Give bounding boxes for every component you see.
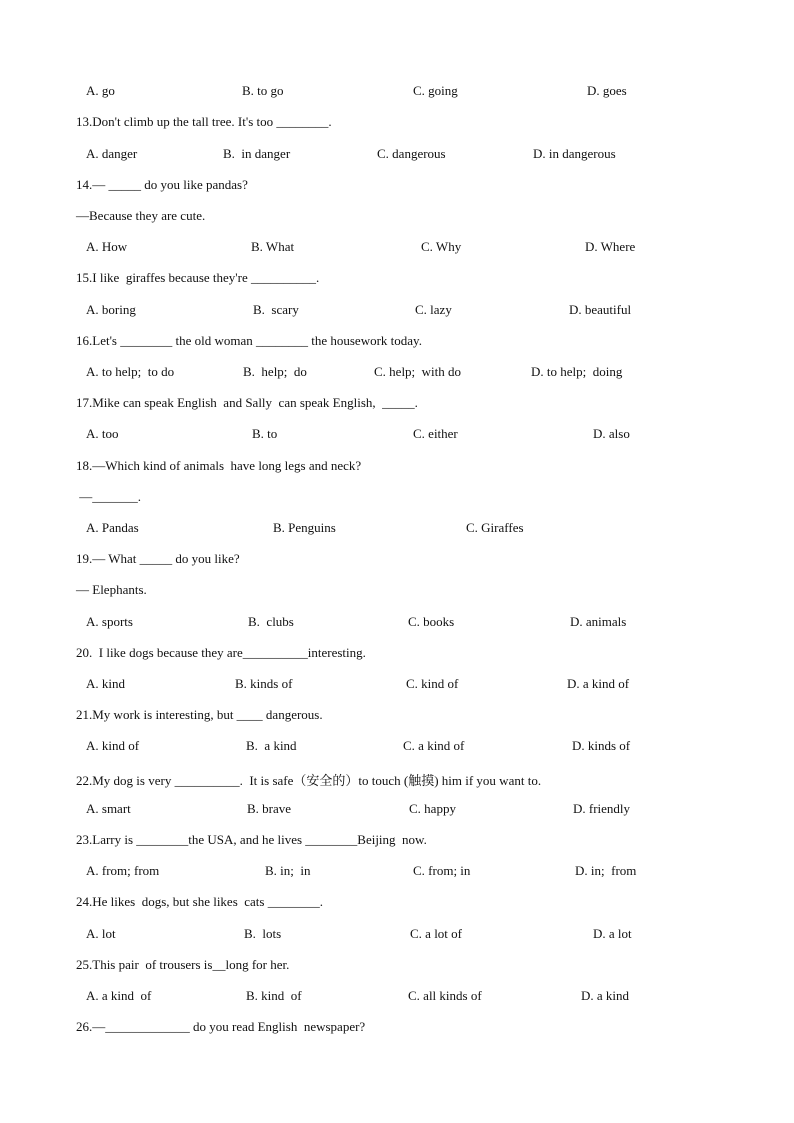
option-b: B. to go xyxy=(242,83,284,98)
option-b: B. brave xyxy=(247,801,292,816)
option-c: C. lazy xyxy=(415,302,452,317)
option-c: C. happy xyxy=(409,801,456,816)
option-d: D. beautiful xyxy=(569,302,632,317)
question-text: 26.—_____________ do you read English newspaper? xyxy=(76,1019,366,1034)
option-c: C. books xyxy=(408,614,455,629)
option-d: D. goes xyxy=(587,83,627,98)
dialogue-line: —Because they are cute. xyxy=(76,208,206,223)
option-b: B. scary xyxy=(253,302,299,317)
option-c: C. either xyxy=(413,426,458,441)
option-c: C. help; with do xyxy=(374,364,462,379)
option-a: A. danger xyxy=(86,146,138,161)
question-text: 25.This pair of trousers is__long for her. xyxy=(76,957,290,972)
question-text: 14.— _____ do you like pandas? xyxy=(76,177,248,192)
option-b: B. What xyxy=(251,239,295,254)
option-a: A. a kind of xyxy=(86,988,152,1003)
option-a: A. smart xyxy=(86,801,131,816)
option-d: D. in; from xyxy=(575,863,637,878)
option-b: B. Penguins xyxy=(273,520,336,535)
option-a: A. too xyxy=(86,426,119,441)
option-c: C. Why xyxy=(421,239,462,254)
question-text: 20. I like dogs because they are__________interesting. xyxy=(76,645,366,660)
option-b: B. in danger xyxy=(223,146,291,161)
option-b: B. clubs xyxy=(248,614,294,629)
question-text: 18.—Which kind of animals have long legs and neck? xyxy=(76,458,362,473)
option-a: A. kind of xyxy=(86,738,140,753)
option-a: A. sports xyxy=(86,614,133,629)
option-a: A. go xyxy=(86,83,115,98)
option-a: A. from; from xyxy=(86,863,160,878)
option-c: C. a kind of xyxy=(403,738,465,753)
option-a: A. lot xyxy=(86,926,116,941)
question-text: 16.Let's ________ the old woman ________ the housework today. xyxy=(76,333,422,348)
option-d: D. a lot xyxy=(593,926,632,941)
option-c: C. all kinds of xyxy=(408,988,482,1003)
question-text: 15.I like giraffes because they're __________. xyxy=(76,270,320,285)
option-b: B. kinds of xyxy=(235,676,293,691)
option-a: A. Pandas xyxy=(86,520,139,535)
option-b: B. to xyxy=(252,426,278,441)
option-d: D. friendly xyxy=(573,801,631,816)
option-a: A. How xyxy=(86,239,128,254)
option-c: C. a lot of xyxy=(410,926,462,941)
option-d: D. in dangerous xyxy=(533,146,616,161)
option-a: A. to help; to do xyxy=(86,364,175,379)
option-c: C. kind of xyxy=(406,676,459,691)
option-c: C. from; in xyxy=(413,863,471,878)
option-d: D. to help; doing xyxy=(531,364,623,379)
dialogue-line: —_______. xyxy=(76,489,141,504)
question-text: 19.— What _____ do you like? xyxy=(76,551,240,566)
option-d: D. Where xyxy=(585,239,636,254)
question-text: 13.Don't climb up the tall tree. It's too ________. xyxy=(76,114,332,129)
option-c: C. going xyxy=(413,83,458,98)
option-a: A. boring xyxy=(86,302,136,317)
option-b: B. help; do xyxy=(243,364,307,379)
option-d: D. kinds of xyxy=(572,738,631,753)
question-text: 23.Larry is ________the USA, and he lives ________Beijing now. xyxy=(76,832,427,847)
option-b: B. kind of xyxy=(246,988,302,1003)
question-text: 21.My work is interesting, but ____ dangerous. xyxy=(76,707,323,722)
option-b: B. in; in xyxy=(265,863,311,878)
option-d: D. animals xyxy=(570,614,627,629)
option-d: D. also xyxy=(593,426,630,441)
option-b: B. lots xyxy=(244,926,282,941)
question-text: 17.Mike can speak English and Sally can speak English, _____. xyxy=(76,395,418,410)
question-text: 22.My dog is very __________. It is safe（安全的）to touch (触摸) him if you want to. xyxy=(76,773,542,788)
option-c: C. dangerous xyxy=(377,146,446,161)
option-d: D. a kind of xyxy=(567,676,630,691)
question-text: 24.He likes dogs, but she likes cats ________. xyxy=(76,894,323,909)
option-a: A. kind xyxy=(86,676,125,691)
option-c: C. Giraffes xyxy=(466,520,524,535)
option-d: D. a kind xyxy=(581,988,630,1003)
dialogue-line: — Elephants. xyxy=(76,582,147,597)
option-b: B. a kind xyxy=(246,738,297,753)
